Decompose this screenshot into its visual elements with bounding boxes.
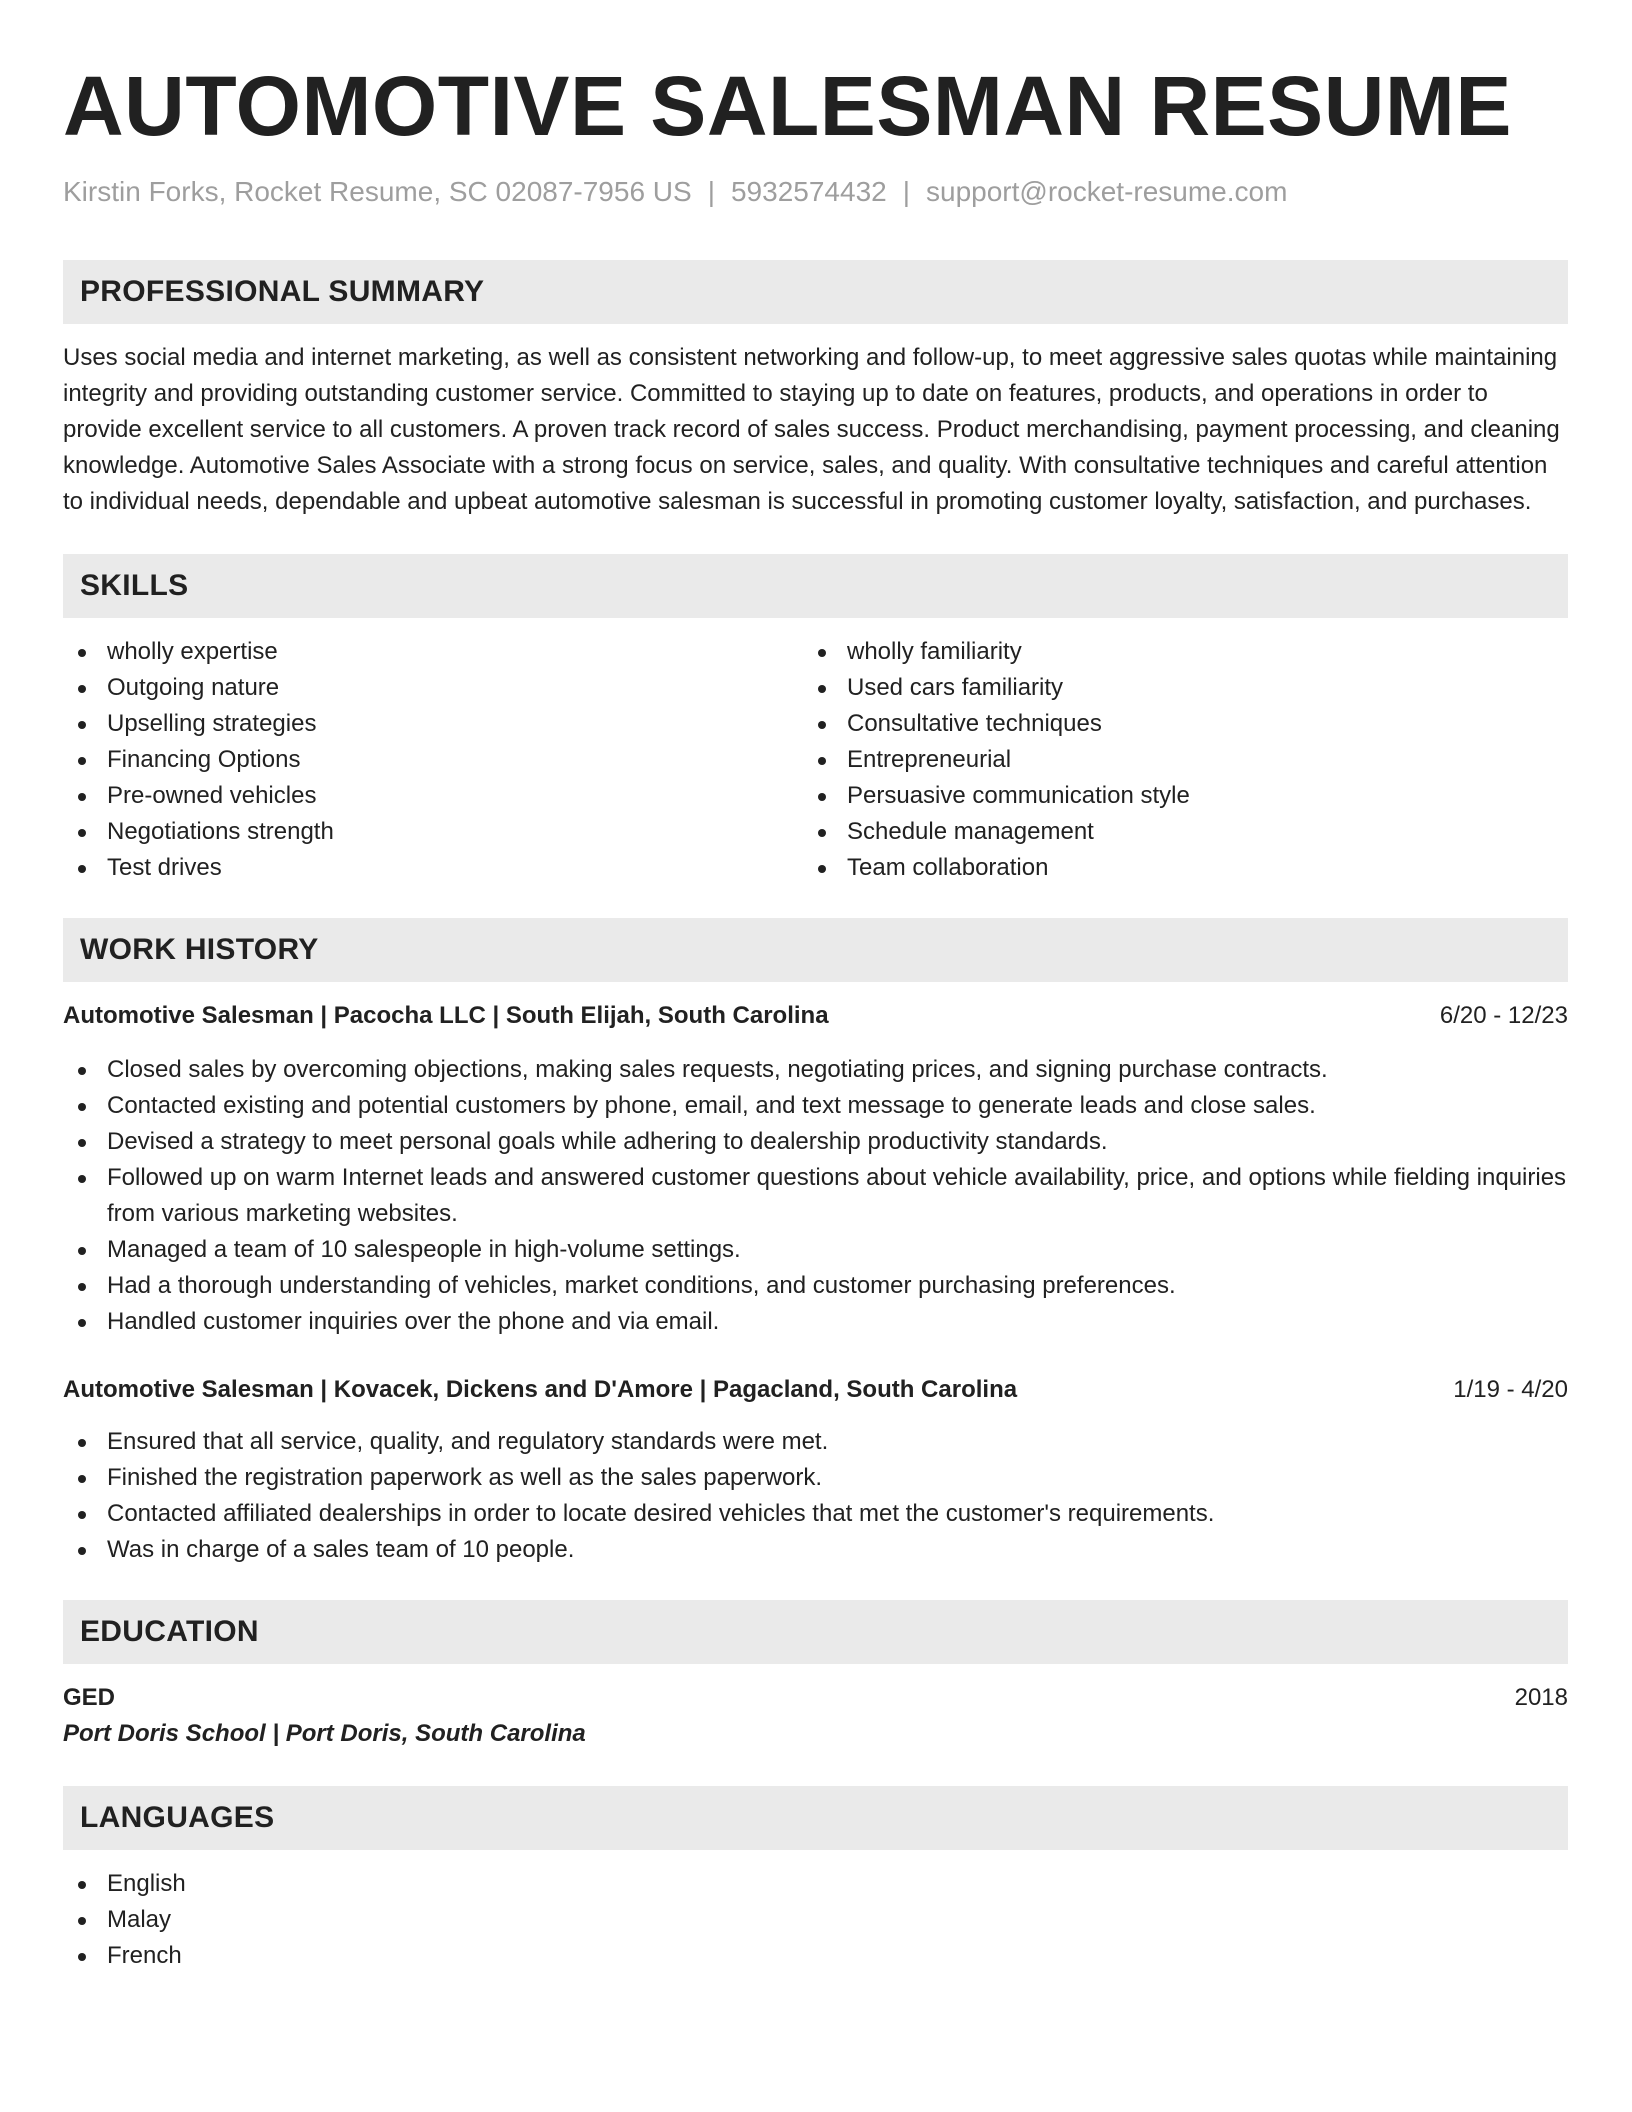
skill-item: Persuasive communication style: [803, 778, 1543, 814]
job-dates: 6/20 - 12/23: [1439, 1002, 1568, 1029]
skill-item: Financing Options: [63, 742, 803, 778]
job-duty: Was in charge of a sales team of 10 people.: [63, 1532, 1568, 1568]
languages-list: [63, 1866, 1568, 1974]
summary-text: Uses social media and internet marketing, as well as consistent networking and follow-up, to meet aggressive sales quotas while maintaining integrity and providing outstanding customer service. Committed to staying up to date on features, products, and operations in order to provide excellent service to all customers. A proven track record of sales success. Product merchandising, payment processing, and cleaning knowledge. Automotive Sales Associate with a strong focus on service, sales, and quality. With consultative techniques and careful attention to individual needs, dependable and upbeat automotive salesman is successful in promoting customer loyalty, satisfaction, and purchases.: [63, 344, 1560, 515]
skill-item: Outgoing nature: [63, 670, 803, 706]
job-duties: [63, 1424, 1568, 1568]
job-entry: [63, 998, 1568, 1340]
skill-item: Used cars familiarity: [803, 670, 1543, 706]
job-entry: [63, 1372, 1568, 1568]
skill-item: Entrepreneurial: [803, 742, 1543, 778]
job-duty: Managed a team of 10 salespeople in high-volume settings.: [63, 1232, 1568, 1268]
education-header: [63, 1680, 1568, 1716]
job-dates: 1/19 - 4/20: [1453, 1376, 1568, 1403]
contact-separator: |: [707, 176, 715, 207]
education-school: Port Doris School | Port Doris, South Carolina: [63, 1720, 586, 1747]
language-item: English: [63, 1866, 1568, 1902]
resume-title: AUTOMOTIVE SALESMAN RESUME: [63, 59, 1512, 153]
job-duty: Ensured that all service, quality, and regulatory standards were met.: [63, 1424, 1568, 1460]
skill-item: wholly expertise: [63, 634, 803, 670]
job-duties: [63, 1052, 1568, 1340]
resume-page: [63, 0, 1568, 1974]
job-duty: Finished the registration paperwork as well as the sales paperwork.: [63, 1460, 1568, 1496]
skill-item: Schedule management: [803, 814, 1543, 850]
job-title: Automotive Salesman | Kovacek, Dickens and D'Amore | Pagacland, South Carolina: [63, 1376, 1018, 1403]
skill-item: Team collaboration: [803, 850, 1543, 886]
skill-item: wholly familiarity: [803, 634, 1543, 670]
section-heading-work: WORK HISTORY: [63, 918, 1568, 982]
skill-item: Upselling strategies: [63, 706, 803, 742]
skills-list-right: [803, 634, 1543, 886]
skill-item: Test drives: [63, 850, 803, 886]
education-year: 2018: [1514, 1684, 1568, 1711]
education-entry: [63, 1680, 1568, 1752]
job-duty: Contacted affiliated dealerships in order to locate desired vehicles that met the customer's requirements.: [63, 1496, 1568, 1532]
education-degree: GED: [63, 1684, 116, 1711]
skills-columns: [63, 634, 1568, 886]
section-heading-languages: LANGUAGES: [63, 1786, 1568, 1850]
section-heading-summary: PROFESSIONAL SUMMARY: [63, 260, 1568, 324]
contact-phone: 5932574432: [730, 176, 887, 207]
skill-item: Pre-owned vehicles: [63, 778, 803, 814]
job-duty: Had a thorough understanding of vehicles, market conditions, and customer purchasing preferences.: [63, 1268, 1568, 1304]
contact-email: support@rocket-resume.com: [926, 176, 1288, 207]
language-item: Malay: [63, 1902, 1568, 1938]
skill-item: Negotiations strength: [63, 814, 803, 850]
language-item: French: [63, 1938, 1568, 1974]
job-duty: Closed sales by overcoming objections, making sales requests, negotiating prices, and signing purchase contracts.: [63, 1052, 1568, 1088]
section-heading-education: EDUCATION: [63, 1600, 1568, 1664]
contact-line: [63, 174, 1568, 210]
contact-address: Kirstin Forks, Rocket Resume, SC 02087-7956 US: [63, 176, 692, 207]
job-duty: Handled customer inquiries over the phone and via email.: [63, 1304, 1568, 1340]
job-duty: Contacted existing and potential customers by phone, email, and text message to generate leads and close sales.: [63, 1088, 1568, 1124]
section-heading-skills: SKILLS: [63, 554, 1568, 618]
job-header: [63, 1372, 1568, 1408]
job-duty: Devised a strategy to meet personal goals while adhering to dealership productivity standards.: [63, 1124, 1568, 1160]
job-duty: Followed up on warm Internet leads and answered customer questions about vehicle availability, price, and options while fielding inquiries from various marketing websites.: [63, 1160, 1568, 1232]
skill-item: Consultative techniques: [803, 706, 1543, 742]
skills-list-left: [63, 634, 803, 886]
job-title: Automotive Salesman | Pacocha LLC | South Elijah, South Carolina: [63, 1002, 829, 1029]
contact-separator: |: [902, 176, 910, 207]
job-header: [63, 998, 1568, 1034]
